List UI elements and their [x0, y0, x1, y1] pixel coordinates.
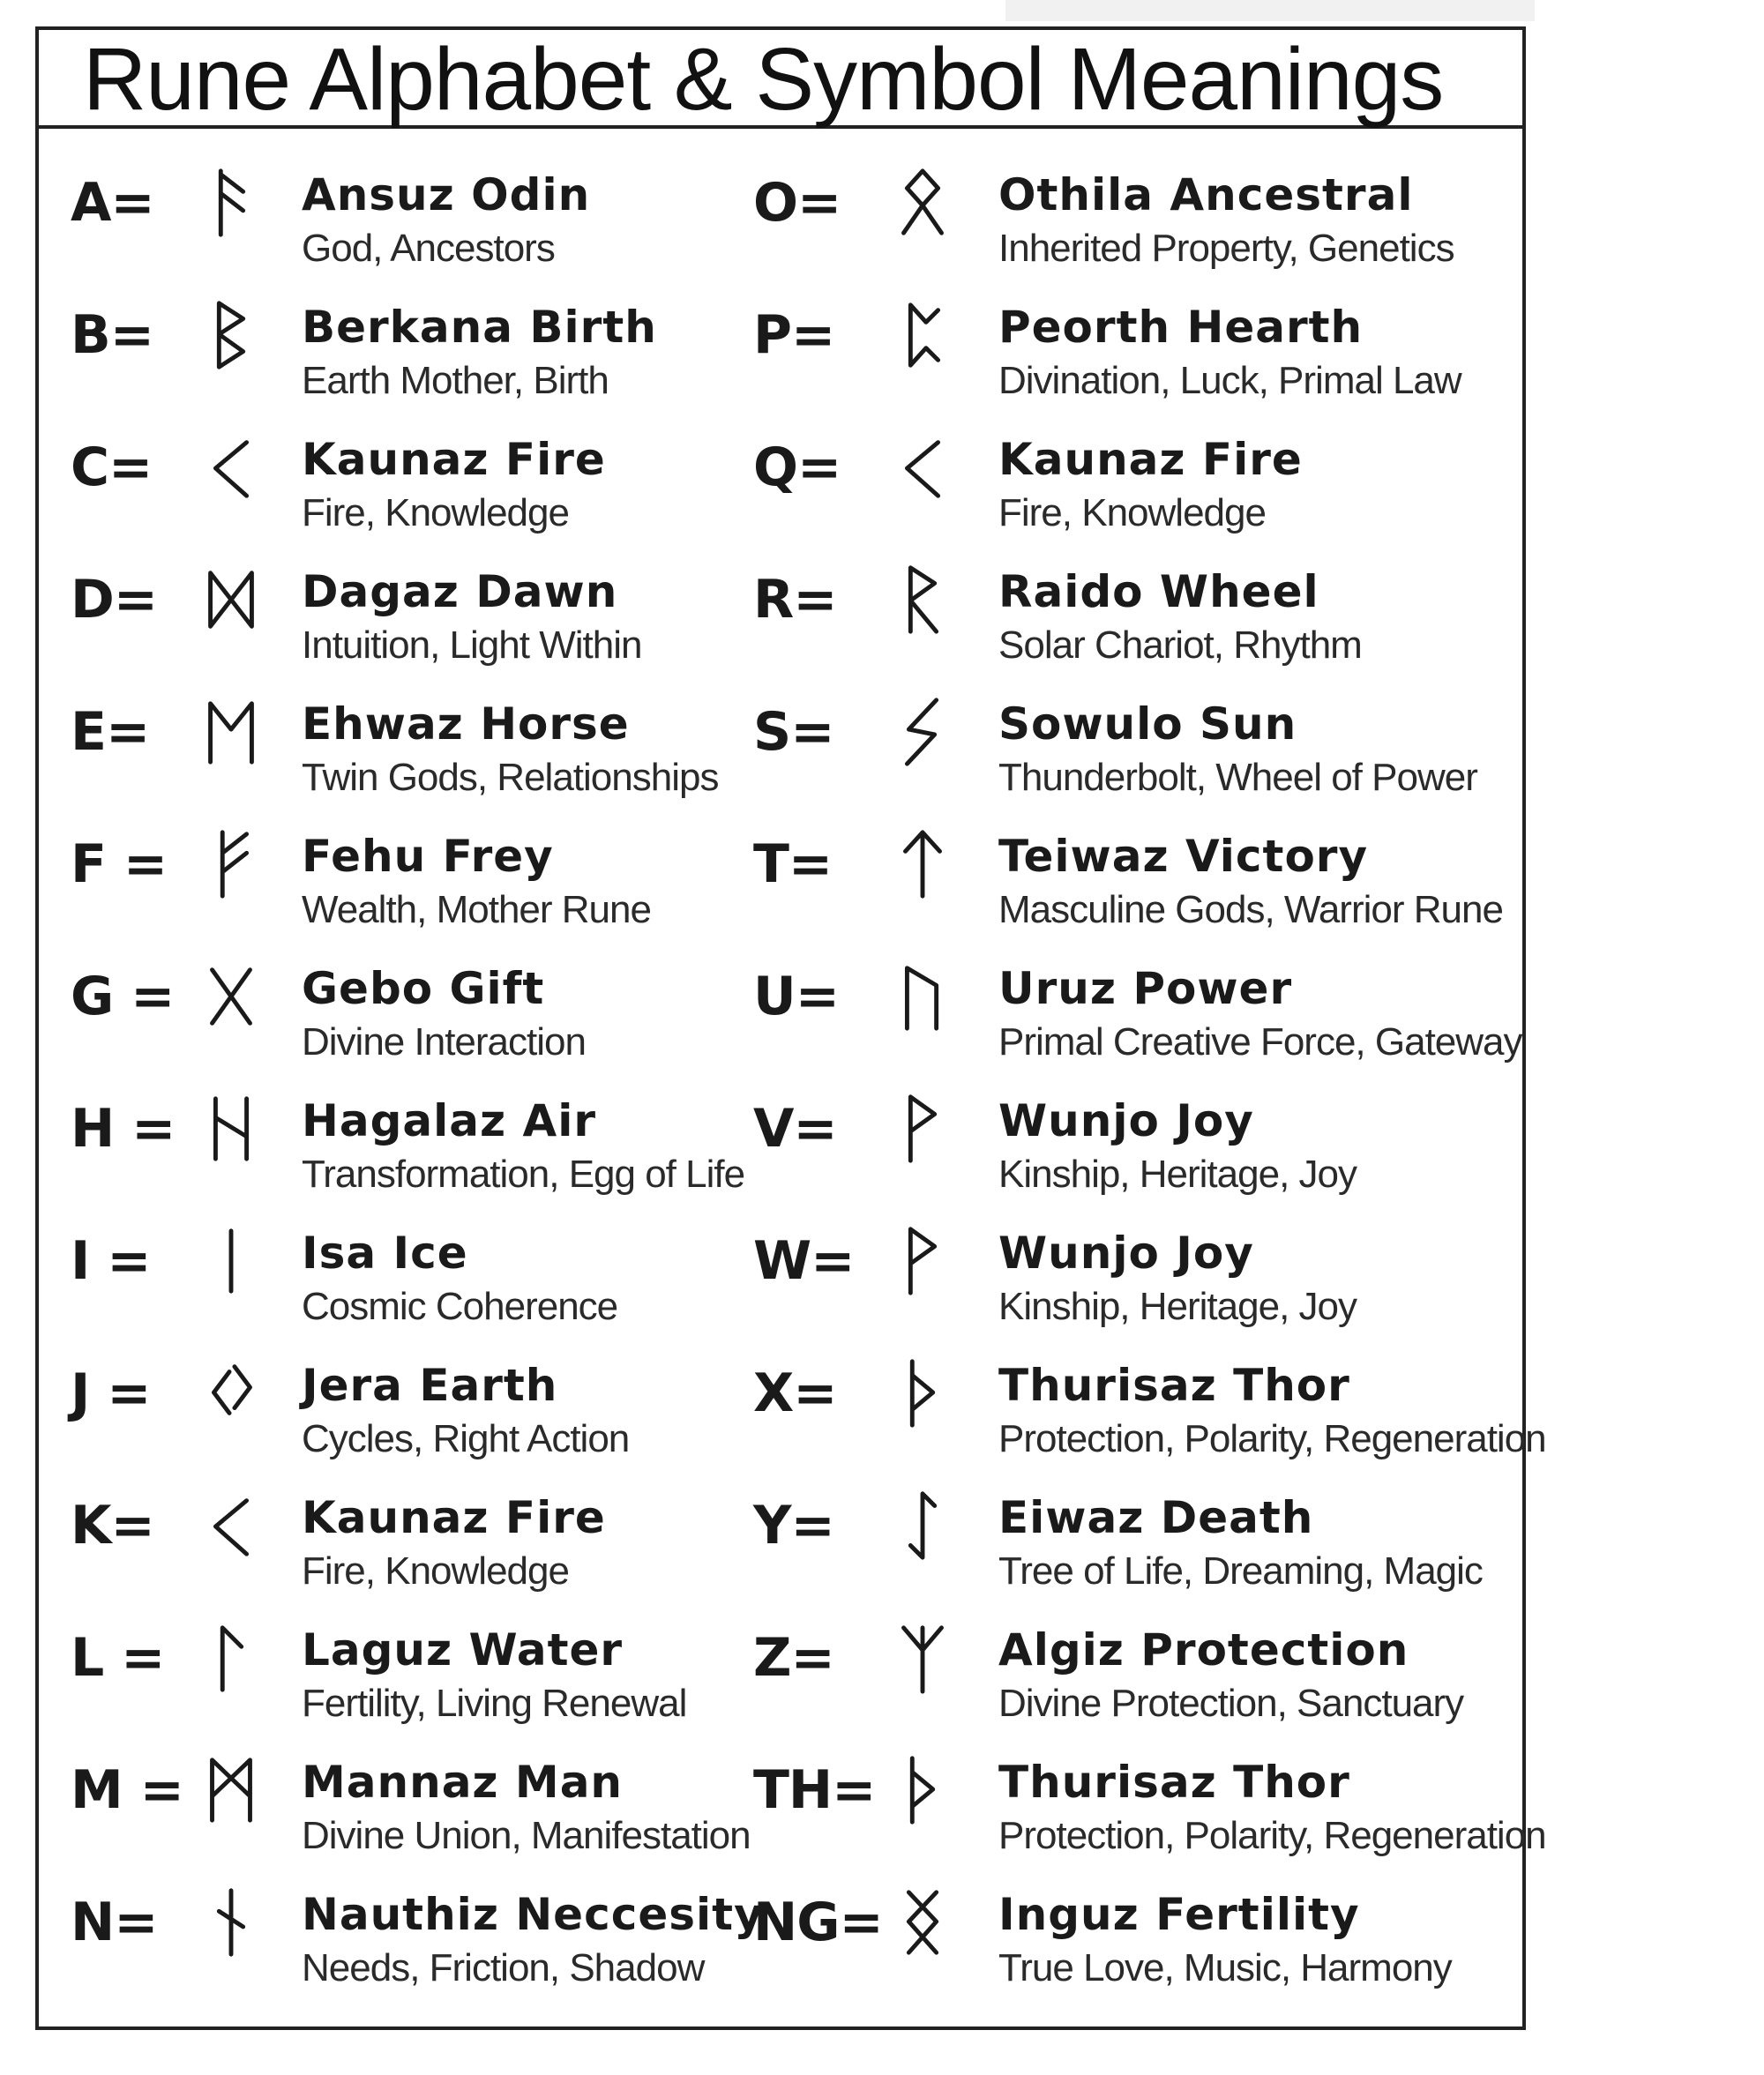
othila-rune-icon [894, 166, 951, 240]
uruz-rune-icon [894, 959, 951, 1034]
rune-name: Raido Wheel [998, 566, 1319, 617]
rune-text [302, 298, 657, 406]
ansuz-rune-icon [203, 166, 259, 240]
right-column [753, 160, 1546, 2012]
rune-meaning: Divine Union, Manifestation [302, 1814, 751, 1857]
rune-name: Mannaz Man [302, 1757, 624, 1808]
letter-label: A= [71, 172, 154, 234]
rune-meaning: Fire, Knowledge [302, 491, 569, 534]
rune-text [998, 959, 1522, 1067]
wunjo-rune-icon [894, 1092, 951, 1166]
rune-entry [753, 1219, 1512, 1351]
rune-meaning: Masculine Gods, Warrior Rune [998, 888, 1503, 931]
rune-name: Gebo Gift [302, 963, 545, 1014]
eiwaz-rune-icon [894, 1489, 951, 1563]
rune-text [302, 1092, 744, 1199]
rune-entry [753, 1748, 1546, 1880]
rune-meaning: God, Ancestors [302, 227, 555, 270]
rune-text [302, 430, 606, 538]
rune-meaning: Transformation, Egg of Life [302, 1153, 745, 1196]
berkana-rune-icon [203, 298, 259, 372]
rune-text [302, 1621, 686, 1728]
rune-text [998, 1092, 1357, 1199]
rune-text [302, 695, 718, 802]
rune-meaning: Solar Chariot, Rhythm [998, 623, 1362, 667]
dagaz-rune-icon [203, 563, 259, 637]
jera-rune-icon [203, 1356, 259, 1430]
rune-name: Teiwaz Victory [998, 831, 1369, 882]
rune-name: Wunjo Joy [998, 1228, 1254, 1279]
rune-entry [753, 822, 1512, 954]
teiwaz-rune-icon [894, 827, 951, 901]
letter-label: G = [71, 966, 175, 1027]
rune-meaning: Divine Protection, Sanctuary [998, 1682, 1464, 1725]
rune-name: Hagalaz Air [302, 1095, 596, 1146]
rune-entry [71, 690, 741, 822]
rune-name: Ansuz Odin [302, 169, 591, 220]
peorth-rune-icon [894, 298, 951, 372]
rune-text [302, 827, 651, 935]
rune-entry [753, 557, 1512, 690]
rune-text [998, 827, 1503, 935]
kaunaz-rune-icon [894, 430, 951, 504]
nauthiz-rune-icon [203, 1885, 259, 1959]
letter-label: T= [753, 833, 833, 895]
rune-entry [753, 1351, 1546, 1483]
letter-label: TH= [753, 1759, 876, 1821]
thurisaz-rune-icon [894, 1753, 951, 1827]
rune-text [998, 298, 1461, 406]
rune-text [302, 166, 590, 273]
fehu-rune-icon [203, 827, 259, 901]
rune-meaning: Divination, Luck, Primal Law [998, 359, 1461, 402]
inguz-rune-icon [894, 1885, 951, 1959]
rune-name: Kaunaz Fire [302, 434, 606, 485]
rune-entry [71, 822, 741, 954]
rune-name: Sowulo Sun [998, 698, 1297, 750]
letter-label: D= [71, 569, 158, 631]
rune-meaning: Kinship, Heritage, Joy [998, 1285, 1357, 1328]
rune-chart [35, 26, 1546, 2030]
letter-label: K= [71, 1495, 154, 1556]
rune-name: Nauthiz Neccesity [302, 1889, 764, 1940]
rune-name: Eiwaz Death [998, 1492, 1314, 1543]
letter-label: P= [753, 304, 835, 366]
rune-entry [753, 1880, 1512, 2012]
rune-meaning: Kinship, Heritage, Joy [998, 1153, 1357, 1196]
letter-label: O= [753, 172, 841, 234]
rune-entry [71, 160, 741, 293]
rune-meaning: Needs, Friction, Shadow [302, 1946, 705, 1989]
rune-name: Berkana Birth [302, 302, 657, 353]
rune-name: Thurisaz Thor [998, 1360, 1350, 1411]
rune-entry [71, 293, 741, 425]
rune-meaning: Fertility, Living Renewal [302, 1682, 687, 1725]
letter-label: W= [753, 1230, 855, 1292]
rune-meaning: Fire, Knowledge [302, 1549, 569, 1593]
rune-entry [753, 1616, 1512, 1748]
kaunaz-rune-icon [203, 430, 259, 504]
rune-text [998, 563, 1362, 670]
rune-text [998, 1753, 1546, 1861]
letter-label: Q= [753, 437, 841, 498]
raido-rune-icon [894, 563, 951, 637]
rune-entry [71, 1748, 751, 1880]
letter-label: E= [71, 701, 150, 763]
rune-meaning: Wealth, Mother Rune [302, 888, 651, 931]
letter-label: S= [753, 701, 834, 763]
rune-name: Algiz Protection [998, 1624, 1409, 1676]
rune-name: Peorth Hearth [998, 302, 1364, 353]
rune-meaning: Earth Mother, Birth [302, 359, 609, 402]
rune-name: Kaunaz Fire [998, 434, 1303, 485]
rune-meaning: Protection, Polarity, Regeneration [998, 1417, 1546, 1460]
mannaz-rune-icon [203, 1753, 259, 1827]
rune-text [302, 1885, 764, 1993]
rune-entry [753, 1483, 1512, 1616]
rune-entry [71, 1351, 741, 1483]
rune-meaning: Thunderbolt, Wheel of Power [998, 756, 1477, 799]
letter-label: M = [71, 1759, 183, 1821]
rune-text [998, 430, 1303, 538]
wunjo-rune-icon [894, 1224, 951, 1298]
rune-meaning: Primal Creative Force, Gateway [998, 1020, 1522, 1064]
rune-text [998, 1356, 1546, 1464]
rune-text [998, 166, 1454, 273]
rune-text [302, 1489, 606, 1596]
letter-label: F = [71, 833, 168, 895]
rune-name: Uruz Power [998, 963, 1293, 1014]
rune-entry [71, 1219, 741, 1351]
rune-meaning: Tree of Life, Dreaming, Magic [998, 1549, 1483, 1593]
rune-entry [71, 425, 741, 557]
rune-meaning: Protection, Polarity, Regeneration [998, 1814, 1546, 1857]
rune-name: Inguz Fertility [998, 1889, 1360, 1940]
letter-label: Z= [753, 1627, 834, 1689]
letter-label: J = [71, 1362, 151, 1424]
rune-name: Dagaz Dawn [302, 566, 618, 617]
letter-label: U= [753, 966, 839, 1027]
rune-name: Laguz Water [302, 1624, 624, 1676]
letter-label: R= [753, 569, 837, 631]
rune-meaning: Cosmic Coherence [302, 1285, 618, 1328]
rune-name: Othila Ancestral [998, 169, 1414, 220]
rune-text [998, 1224, 1357, 1332]
rune-text [998, 695, 1477, 802]
rune-entry [753, 954, 1522, 1086]
gebo-rune-icon [203, 959, 259, 1034]
rune-meaning: Divine Interaction [302, 1020, 586, 1064]
rune-name: Kaunaz Fire [302, 1492, 606, 1543]
letter-label: NG= [753, 1892, 883, 1953]
letter-label: C= [71, 437, 153, 498]
letter-label: B= [71, 304, 154, 366]
letter-label: V= [753, 1098, 837, 1160]
rune-meaning: Inherited Property, Genetics [998, 227, 1454, 270]
sowulo-rune-icon [894, 695, 951, 769]
rune-name: Wunjo Joy [998, 1095, 1254, 1146]
hagalaz-rune-icon [203, 1092, 259, 1166]
algiz-rune-icon [894, 1621, 951, 1695]
rune-text [998, 1489, 1483, 1596]
rune-meaning: Cycles, Right Action [302, 1417, 630, 1460]
rune-name: Isa Ice [302, 1228, 468, 1279]
rune-meaning: Intuition, Light Within [302, 623, 642, 667]
letter-label: I = [71, 1230, 151, 1292]
rune-entry [71, 954, 741, 1086]
rune-name: Fehu Frey [302, 831, 554, 882]
rune-meaning: True Love, Music, Harmony [998, 1946, 1452, 1989]
rune-meaning: Fire, Knowledge [998, 491, 1266, 534]
rune-text [998, 1621, 1463, 1728]
letter-label: Y= [753, 1495, 834, 1556]
rune-name: Ehwaz Horse [302, 698, 630, 750]
rune-name: Thurisaz Thor [998, 1757, 1350, 1808]
rune-entry [71, 557, 741, 690]
rune-text [302, 1356, 629, 1464]
rune-entry [753, 293, 1512, 425]
rune-meaning: Twin Gods, Relationships [302, 756, 719, 799]
letter-label: X= [753, 1362, 837, 1424]
letter-label: H = [71, 1098, 176, 1160]
rune-text [302, 959, 586, 1067]
rune-text [302, 1224, 617, 1332]
rune-text [302, 563, 641, 670]
rune-entry [71, 1483, 741, 1616]
rune-text [302, 1753, 751, 1861]
isa-rune-icon [203, 1224, 259, 1298]
left-column [71, 160, 764, 2012]
rune-text [998, 1885, 1452, 1993]
letter-label: N= [71, 1892, 158, 1953]
laguz-rune-icon [203, 1621, 259, 1695]
thurisaz-rune-icon [894, 1356, 951, 1430]
page-title: Rune Alphabet & Symbol Meanings [83, 30, 1444, 129]
rune-name: Jera Earth [302, 1360, 558, 1411]
rune-entry [71, 1616, 741, 1748]
title-bar [39, 30, 1522, 129]
letter-label: L = [71, 1627, 165, 1689]
rune-entry [71, 1880, 764, 2012]
top-shade [1005, 0, 1535, 21]
rune-entry [753, 160, 1512, 293]
kaunaz-rune-icon [203, 1489, 259, 1563]
rune-entry [753, 425, 1512, 557]
rune-entry [753, 690, 1512, 822]
ehwaz-rune-icon [203, 695, 259, 769]
rune-entry [753, 1086, 1512, 1219]
rune-entry [71, 1086, 745, 1219]
